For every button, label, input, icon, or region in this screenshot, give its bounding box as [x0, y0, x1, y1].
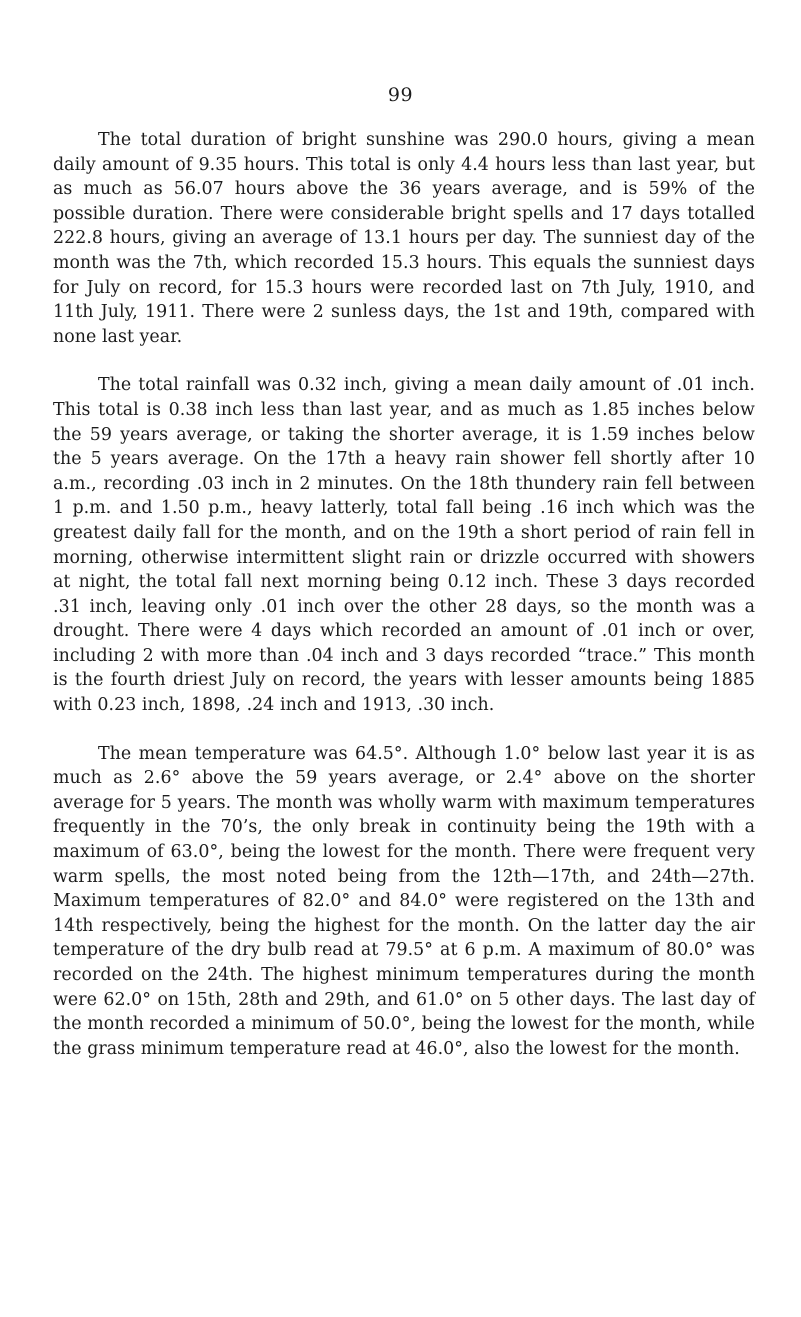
page-number: 99 — [387, 84, 414, 106]
paragraph-sunshine: The total duration of bright sunshine was 290.0 hours, giving a mean daily amount of 9.35 hours. This total is only 4.4 hours less than last year, but as much as 56.07 hours above the 36 years average, and is 59% of the possible duration. There were considerable bright spells and 17 days totalled 222.8 hours, giving an average of 13.1 hours per day. The sunniest day of the month was the 7th, which recorded 15.3 hours. This equals the sunniest days for July on record, for 15.3 hours were recorded last on 7th July, 1910, and 11th July, 1911. There were 2 sunless days, the 1st and 19th, compared with none last year. — [53, 130, 755, 347]
paragraph-rainfall: The total rainfall was 0.32 inch, giving a mean daily amount of .01 inch. This total is 0.38 inch less than last year, and as much as 1.85 inches below the 59 years average, or taking the shorter average, it is 1.59 inches below the 5 years average. On the 17th a heavy rain shower fell shortly after 10 a.m., recording .03 inch in 2 minutes. On the 18th thundery rain fell between 1 p.m. and 1.50 p.m., heavy latterly, total fall being .16 inch which was the greatest daily fall for the month, and on the 19th a short period of rain fell in morning, otherwise intermittent slight rain or drizzle occurred with showers at night, the total fall next morning being 0.12 inch. These 3 days recorded .31 inch, leaving only .01 inch over the other 28 days, so the month was a drought. There were 4 days which recorded an amount of .01 inch or over, including 2 with more than .04 inch and 3 days recorded “trace.” This month is the fourth driest July on record, the years with lesser amounts being 1885 with 0.23 inch, 1898, .24 inch and 1913, .30 inch. — [53, 375, 755, 716]
paragraph-temperature: The mean temperature was 64.5°. Although 1.0° below last year it is as much as 2.6° above the 59 years average, or 2.4° above on the shorter average for 5 years. The month was wholly warm with maximum temperatures frequently in the 70’s, the only break in continuity being the 19th with a maximum of 63.0°, being the lowest for the month. There were frequent very warm spells, the most noted being from the 12th—17th, and 24th—27th. Maximum temperatures of 82.0° and 84.0° were registered on the 13th and 14th respectively, being the highest for the month. On the latter day the air temperature of the dry bulb read at 79.5° at 6 p.m. A maximum of 80.0° was recorded on the 24th. The highest minimum temperatures during the month were 62.0° on 15th, 28th and 29th, and 61.0° on 5 other days. The last day of the month recorded a minimum of 50.0°, being the lowest for the month, while the grass minimum temperature read at 46.0°, also the lowest for the month. — [53, 743, 755, 1059]
body-text — [53, 128, 755, 1085]
